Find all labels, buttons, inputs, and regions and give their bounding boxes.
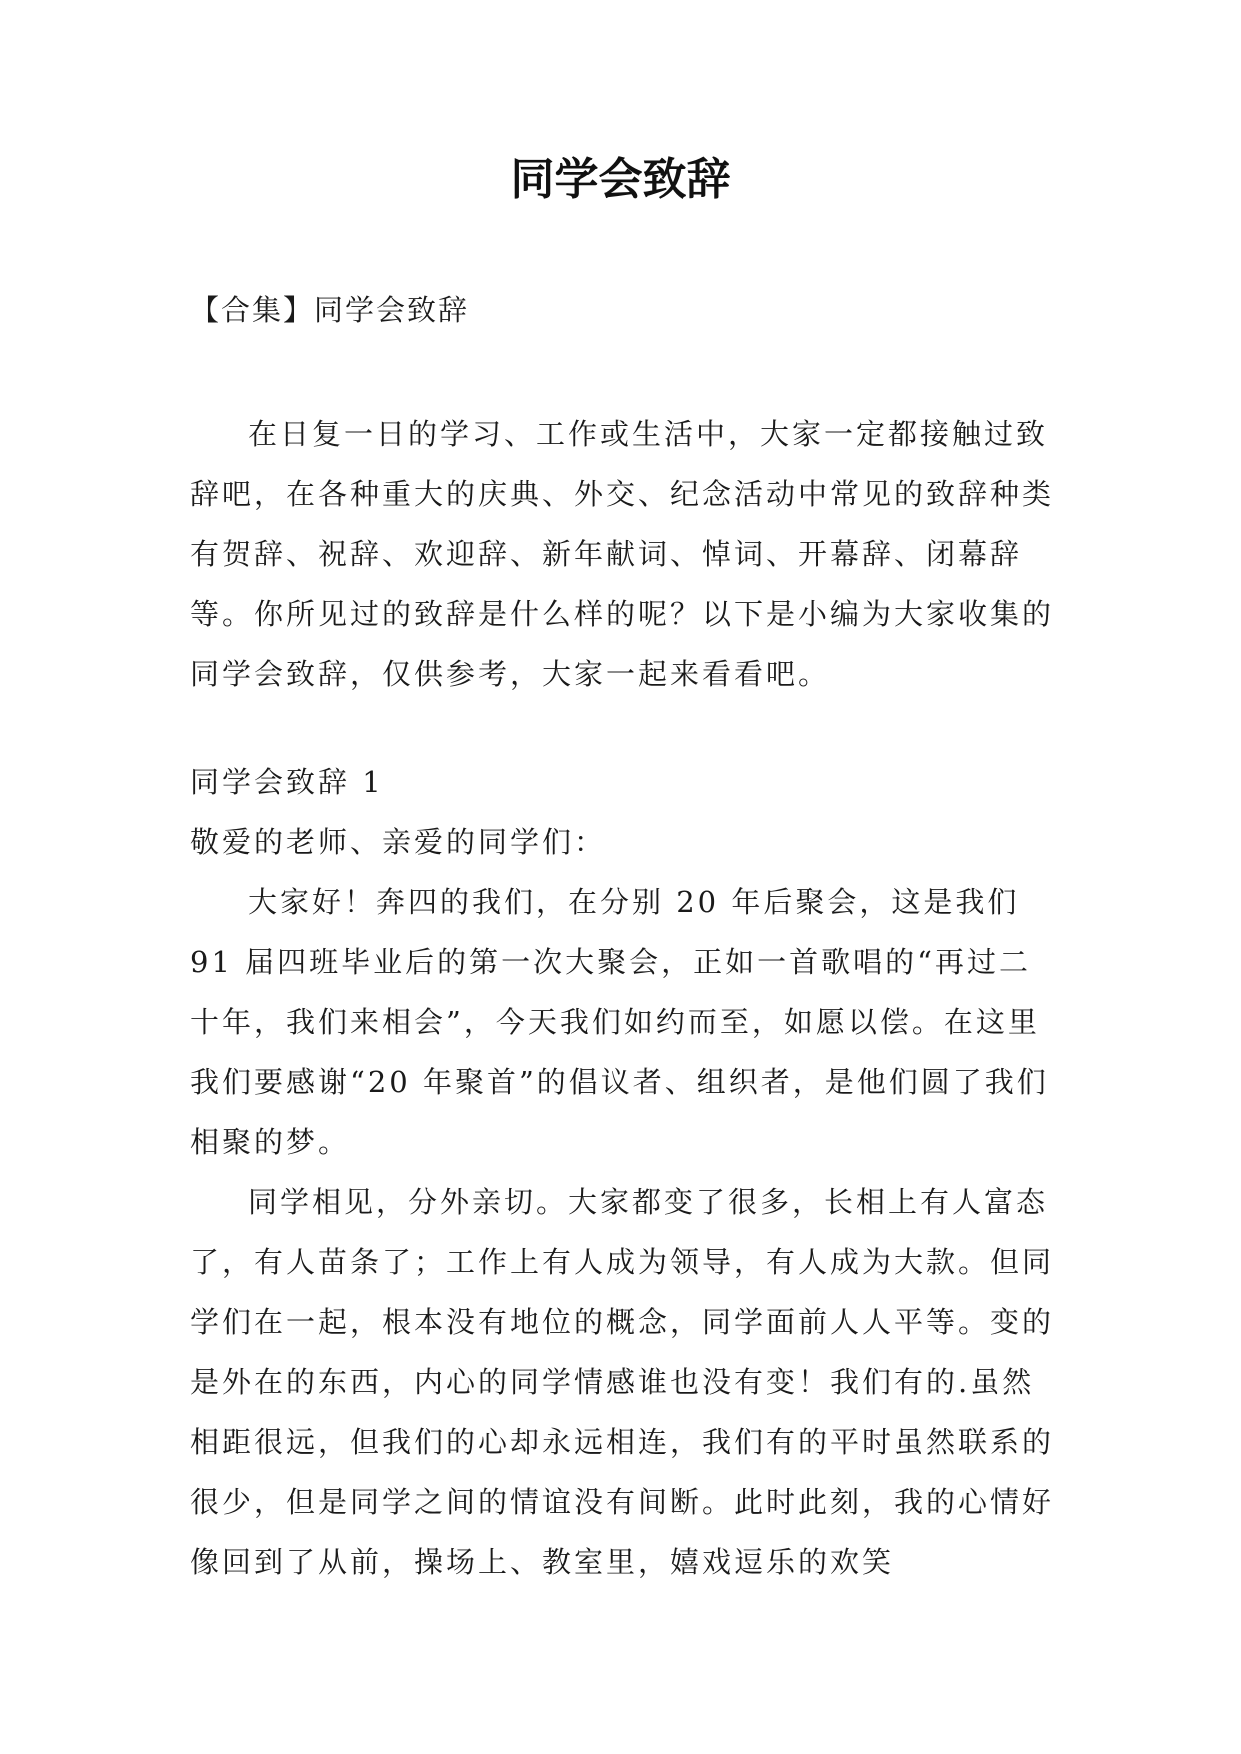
- speech-paragraph-2: 同学相见，分外亲切。大家都变了很多，长相上有人富态了，有人苗条了；工作上有人成为领导，有人成为大款。但同学们在一起，根本没有地位的概念，同学面前人人平等。变的是外在的东西，内心的同学情感谁也没有变！我们有的.虽然相距很远，但我们的心却永远相连，我们有的平时虽然联系的很少，但是同学之间的情谊没有间断。此时此刻，我的心情好像回到了从前，操场上、教室里，嬉戏逗乐的欢笑: [190, 1185, 1055, 1579]
- intro-section: [190, 404, 1055, 704]
- section-heading: 同学会致辞 1: [190, 765, 384, 799]
- salutation: 敬爱的老师、亲爱的同学们：: [190, 825, 607, 859]
- intro-paragraph: 在日复一日的学习、工作或生活中，大家一定都接触过致辞吧，在各种重大的庆典、外交、纪念活动中常见的致辞种类有贺辞、祝辞、欢迎辞、新年献词、悼词、开幕辞、闭幕辞等。你所见过的致辞是什么样的呢？以下是小编为大家收集的同学会致辞，仅供参考，大家一起来看看吧。: [190, 417, 1055, 691]
- speech-paragraph-1: 大家好！奔四的我们，在分别 20 年后聚会，这是我们 91 届四班毕业后的第一次大聚会，正如一首歌唱的“再过二十年，我们来相会”，今天我们如约而至，如愿以偿。在这里我们要感谢“20 年聚首”的倡议者、组织者，是他们圆了我们相聚的梦。: [190, 885, 1049, 1159]
- page-title: 同学会致辞: [510, 154, 731, 205]
- speech-section: [190, 752, 1055, 1592]
- collection-subtitle: 【合集】同学会致辞: [190, 293, 470, 327]
